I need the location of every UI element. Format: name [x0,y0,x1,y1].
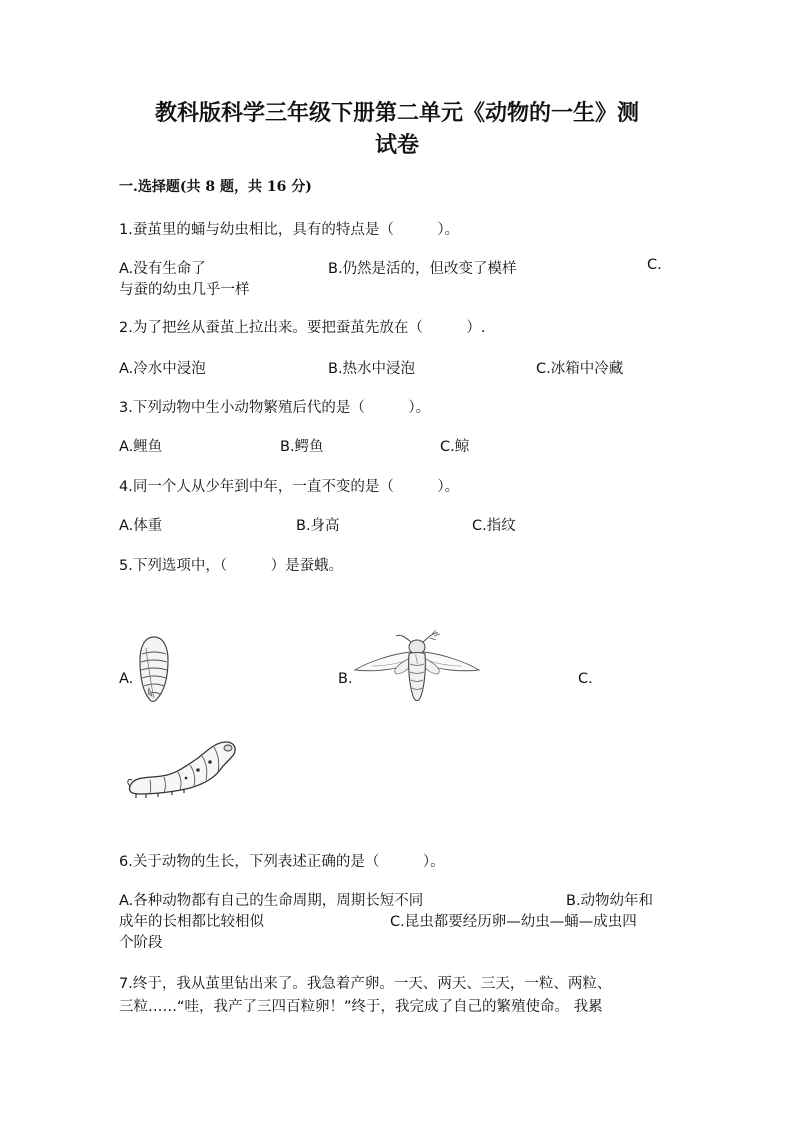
page-title-line-2: 试卷 [374,132,419,158]
question-2-option-a[interactable]: A.冷水中浸泡 [119,361,206,377]
question-2-option-b[interactable]: B.热水中浸泡 [328,361,416,377]
question-3-option-c[interactable]: C.鲸 [440,439,470,455]
question-3-option-a[interactable]: A.鲤鱼 [119,439,163,455]
question-1-option-b[interactable]: B.仍然是活的，但改变了模样 [328,261,517,277]
silk-moth-image[interactable] [352,628,482,706]
question-7-line-2: 三粒……“哇，我产了三四百粒卵！”终于，我完成了自己的繁殖使命。 我累 [119,999,603,1015]
question-1-option-c-text[interactable]: 与蚕的幼虫几乎一样 [119,282,250,298]
question-4-option-b[interactable]: B.身高 [296,518,340,534]
question-3-option-b[interactable]: B.鳄鱼 [280,439,324,455]
question-6-option-c-start[interactable]: C.昆虫都要经历卵—幼虫—蛹—成虫四 [390,914,637,930]
question-5-option-c-label[interactable]: C. [578,671,593,687]
silkworm-larva-image[interactable] [124,736,242,800]
question-6-option-c-end[interactable]: 个阶段 [119,935,163,951]
question-1-option-a[interactable]: A.没有生命了 [119,261,206,277]
question-6-stem: 6.关于动物的生长，下列表述正确的是（ ）。 [119,854,445,870]
question-6-option-a[interactable]: A.各种动物都有自己的生命周期，周期长短不同 [119,893,424,909]
question-4-option-c[interactable]: C.指纹 [472,518,516,534]
question-4-option-a[interactable]: A.体重 [119,518,163,534]
silkworm-pupa-image[interactable] [134,634,174,704]
question-6-option-b-start[interactable]: B.动物幼年和 [566,893,654,909]
question-1-option-c-label[interactable]: C. [647,257,662,273]
page-title-line-1: 教科版科学三年级下册第二单元《动物的一生》测 [154,100,639,126]
question-5-option-a-label[interactable]: A. [119,671,134,687]
question-3-stem: 3.下列动物中生小动物繁殖后代的是（ ）。 [119,400,431,416]
question-2-option-c[interactable]: C.冰箱中冷藏 [536,361,624,377]
question-6-option-b-end[interactable]: 成年的长相都比较相似 [119,914,264,930]
question-7-line-1: 7.终于，我从茧里钻出来了。我急着产卵。一天、两天、三天，一粒、两粒、 [119,976,612,992]
question-1-stem: 1.蚕茧里的蛹与幼虫相比，具有的特点是（ ）。 [119,222,460,238]
section-heading: 一.选择题(共 8 题，共 16 分) [119,179,312,195]
question-2-stem: 2.为了把丝从蚕茧上拉出来。要把蚕茧先放在（ ）. [119,320,486,336]
question-5-option-b-label[interactable]: B. [338,671,353,687]
question-5-stem: 5.下列选项中，（ ）是蚕蛾。 [119,558,344,574]
question-4-stem: 4.同一个人从少年到中年，一直不变的是（ ）。 [119,479,460,495]
